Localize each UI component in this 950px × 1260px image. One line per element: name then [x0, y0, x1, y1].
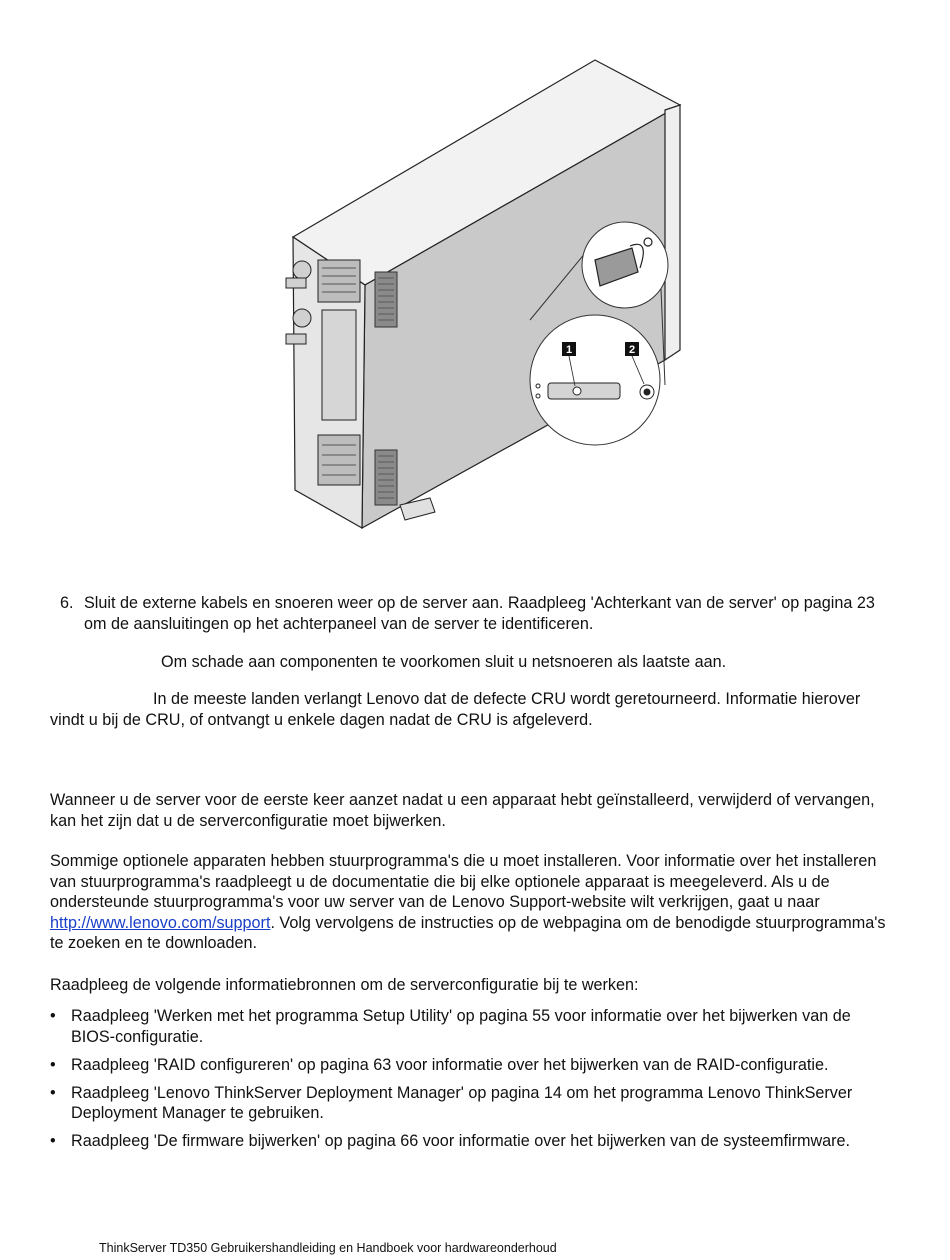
cru-note-text: In de meeste landen verlangt Lenovo dat de defecte CRU wordt geretourneerd. Informatie hierover vindt u bij de CRU, of ontvangt u enkele dagen nadat de CRU is afgeleverd.	[50, 690, 861, 729]
step-number: 6.	[60, 594, 74, 612]
bullet-icon: •	[50, 1083, 56, 1102]
cru-note	[50, 689, 890, 730]
attention-note: Om schade aan componenten te voorkomen sluit u netsnoeren als laatste aan.	[161, 653, 727, 671]
paragraph-drivers-text-2: . Volg vervolgens de instructies op de webpagina om de benodigde stuurprogramma's te zoeken en te downloaden.	[50, 913, 886, 952]
list-item	[50, 1083, 890, 1124]
list-item-text: Raadpleeg 'Werken met het programma Setup Utility' op pagina 55 voor informatie over het bijwerken van de BIOS-configuratie.	[71, 1007, 851, 1046]
paragraph-resources-intro: Raadpleeg de volgende informatiebronnen om de serverconfiguratie bij te werken:	[50, 976, 639, 994]
resources-list	[50, 1006, 890, 1159]
paragraph-drivers	[50, 851, 890, 954]
list-item-text: Raadpleeg 'RAID configureren' op pagina 63 voor informatie over het bijwerken van de RAID-configuratie.	[71, 1055, 829, 1074]
bullet-icon: •	[50, 1055, 56, 1074]
callout-1-label: 1	[565, 344, 573, 356]
paragraph-config-update: Wanneer u de server voor de eerste keer aanzet nadat u een apparaat hebt geïnstalleerd, verwijderd of vervangen, kan het zijn dat u de serverconfiguratie moet bijwerken.	[50, 791, 875, 830]
page-footer: ThinkServer TD350 Gebruikershandleiding en Handboek voor hardwareonderhoud	[99, 1241, 557, 1255]
list-item	[50, 1055, 890, 1076]
callout-2-label: 2	[628, 344, 636, 356]
lenovo-support-link[interactable]: http://www.lenovo.com/support	[50, 913, 271, 932]
list-item-text: Raadpleeg 'Lenovo ThinkServer Deployment Manager' op pagina 14 om het programma Lenovo ThinkServer Deployment Manager te gebruiken.	[71, 1083, 853, 1122]
list-item	[50, 1131, 890, 1152]
paragraph-drivers-text-1: Sommige optionele apparaten hebben stuurprogramma's die u moet installeren. Voor informatie over het installeren van stuurprogramma's raadpleegt u de documentatie die bij elke optionele apparaat is meegeleverd. Als u de ondersteunde stuurprogramma's voor uw server van de Lenovo Support-website wilt verkrijgen, gaat u naar	[50, 852, 877, 911]
list-item-text: Raadpleeg 'De firmware bijwerken' op pagina 66 voor informatie over het bijwerken van de systeemfirmware.	[71, 1132, 851, 1150]
bullet-icon: •	[50, 1132, 56, 1150]
bullet-icon: •	[50, 1007, 56, 1025]
list-item	[50, 1006, 890, 1047]
step-text: Sluit de externe kabels en snoeren weer op de server aan. Raadpleeg 'Achterkant van de server' op pagina 23 om de aansluitingen op het achterpaneel van de server te identificeren.	[84, 594, 875, 633]
server-illustration	[270, 50, 690, 540]
